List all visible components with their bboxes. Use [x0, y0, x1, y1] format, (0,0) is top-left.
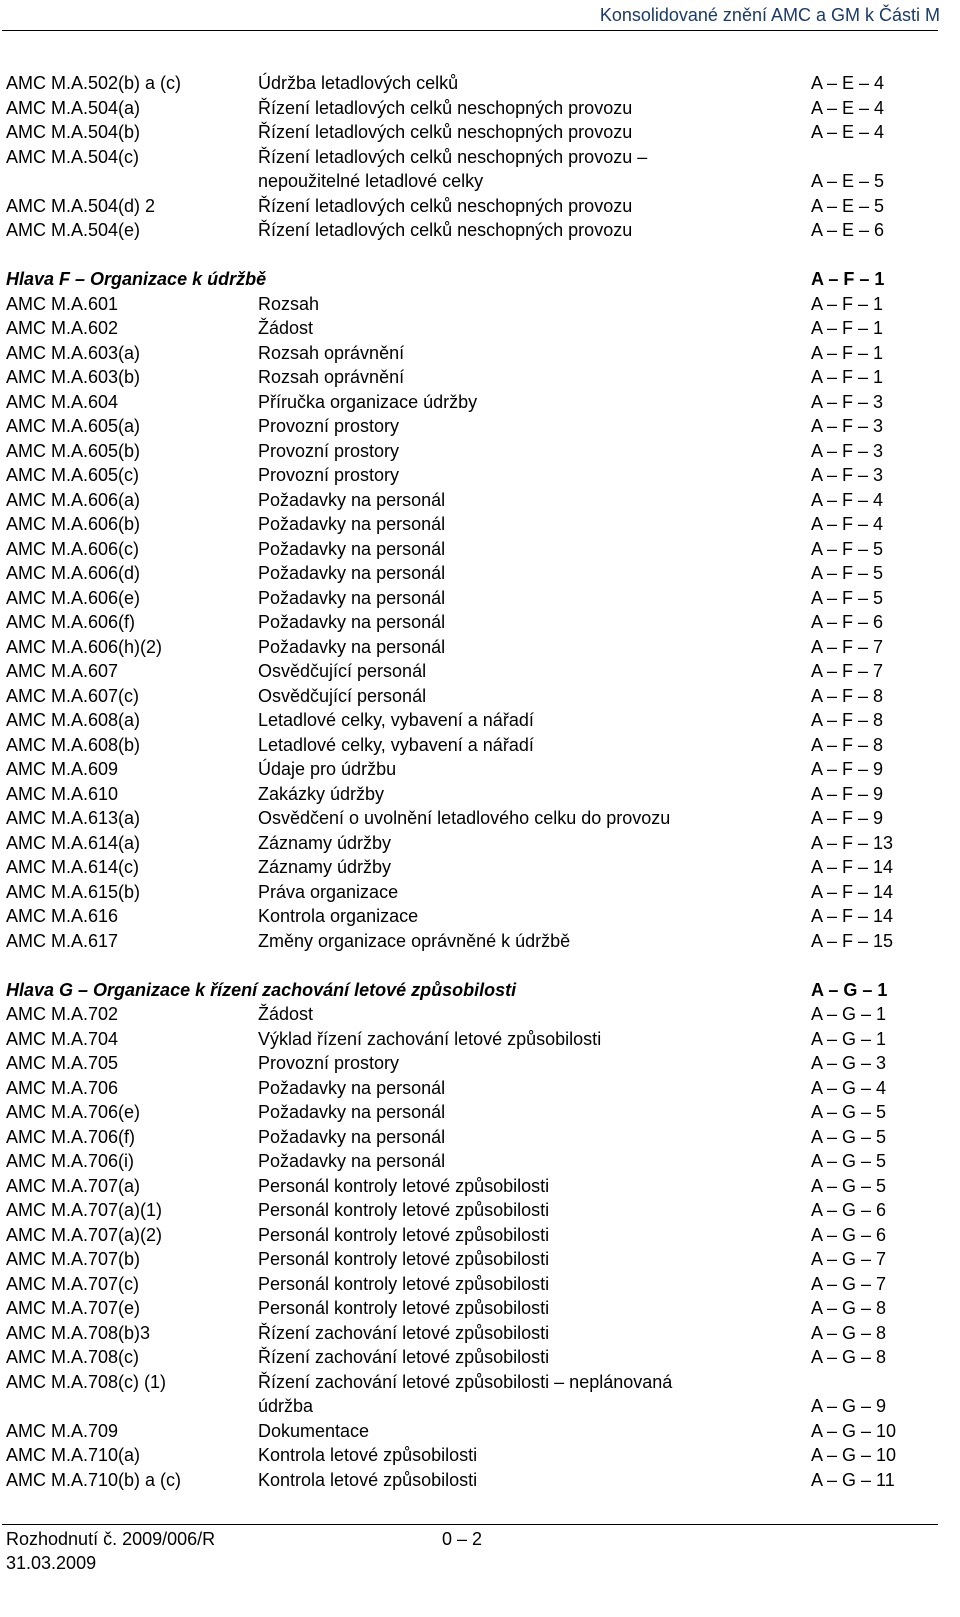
- entry-code: AMC M.A.610: [6, 783, 119, 804]
- entry-page: A – F – 5: [811, 538, 884, 559]
- entry-title: [258, 929, 570, 953]
- toc-entry: [6, 684, 906, 709]
- toc-entry: [6, 414, 906, 439]
- entry-title: [258, 561, 445, 585]
- toc-entry: [6, 463, 906, 488]
- toc-entry: [6, 537, 906, 562]
- section-spacer: [6, 953, 906, 978]
- entry-title-line: Osvědčující personál: [258, 685, 427, 706]
- entry-page: A – G – 6: [811, 1224, 887, 1245]
- entry-title: [258, 439, 399, 463]
- toc-entry: [6, 1149, 906, 1174]
- entry-page: A – F – 4: [811, 514, 884, 534]
- entry-page: A – F – 14: [811, 857, 894, 877]
- entry-page: A – E – 4: [811, 73, 885, 93]
- entry-page: A – F – 1: [811, 293, 884, 314]
- entry-page: A – G – 1: [811, 1004, 887, 1024]
- toc-entry: [6, 635, 906, 660]
- toc-entry: [6, 194, 906, 219]
- section-f-heading: [6, 267, 906, 292]
- entry-title: [258, 586, 445, 610]
- entry-title-line: Provozní prostory: [258, 1053, 400, 1073]
- entry-code: AMC M.A.606(h)(2): [6, 636, 163, 657]
- entry-page: A – F – 5: [811, 587, 884, 608]
- entry-title-line: Personál kontroly letové způsobilosti: [258, 1273, 550, 1294]
- footer-page-number: 0 – 2: [442, 1529, 483, 1549]
- entry-page: A – G – 1: [811, 1028, 887, 1049]
- entry-title-line: Údržba letadlových celků: [258, 73, 459, 93]
- entry-title-line: Žádost: [258, 1004, 314, 1024]
- section-heading-title: Hlava F – Organizace k údržbě: [6, 269, 267, 289]
- entry-title: [258, 1296, 549, 1320]
- entry-title: [258, 782, 384, 806]
- toc-entry: [6, 365, 906, 390]
- entry-code: AMC M.A.707(c): [6, 1273, 140, 1294]
- entry-page: A – F – 14: [811, 906, 894, 926]
- entry-title: [258, 71, 458, 95]
- toc-entry: [6, 292, 906, 317]
- entry-title-line: Řízení zachování letové způsobilosti – neplánovaná: [258, 1371, 673, 1392]
- toc-entry: [6, 757, 906, 782]
- entry-title-line: Personál kontroly letové způsobilosti: [258, 1298, 550, 1318]
- toc-entry: [6, 1321, 906, 1346]
- toc-entry: [6, 1027, 906, 1052]
- entry-code: AMC M.A.707(a): [6, 1175, 141, 1196]
- entry-title-line: Personál kontroly letové způsobilosti: [258, 1200, 550, 1220]
- toc-entry: [6, 1002, 906, 1027]
- section-e-list: [6, 71, 906, 243]
- entry-code: AMC M.A.706(e): [6, 1102, 141, 1122]
- header-rule: [2, 30, 938, 31]
- entry-title: [258, 1370, 672, 1418]
- entry-code: AMC M.A.608(a): [6, 710, 141, 730]
- toc-entry: [6, 1100, 906, 1125]
- entry-title: [258, 1100, 445, 1124]
- entry-title: [258, 512, 445, 536]
- entry-page: A – G – 4: [811, 1077, 887, 1098]
- entry-page: A – G – 11: [811, 1469, 895, 1490]
- entry-code: AMC M.A.604: [6, 391, 119, 412]
- section-heading-page: A – F – 1: [811, 269, 885, 289]
- entry-title: [258, 1027, 601, 1051]
- toc-entry: [6, 1198, 906, 1223]
- entry-title: [258, 1076, 445, 1100]
- entry-page: A – F – 8: [811, 685, 884, 706]
- toc-entry: [6, 1125, 906, 1150]
- entry-title-line: Dokumentace: [258, 1420, 370, 1441]
- entry-code: AMC M.A.613(a): [6, 808, 141, 828]
- entry-code: AMC M.A.504(e): [6, 220, 141, 240]
- toc-entry: [6, 1076, 906, 1101]
- entry-title: [258, 1247, 549, 1271]
- entry-page: A – F – 9: [811, 783, 884, 804]
- entry-code: AMC M.A.709: [6, 1420, 119, 1441]
- entry-code: AMC M.A.605(a): [6, 416, 141, 436]
- entry-page: A – F – 9: [811, 808, 884, 828]
- toc-entry: [6, 1345, 906, 1370]
- entry-code: AMC M.A.708(b)3: [6, 1322, 151, 1343]
- entry-page: A – E – 6: [811, 220, 885, 240]
- toc-entry: [6, 488, 906, 513]
- entry-title-line: Požadavky na personál: [258, 1151, 446, 1171]
- entry-title: [258, 120, 632, 144]
- entry-page: A – F – 13: [811, 832, 894, 853]
- entry-title-line: Kontrola organizace: [258, 906, 419, 926]
- entry-page: A – G – 5: [811, 1151, 887, 1171]
- entry-code: AMC M.A.706(i): [6, 1151, 135, 1171]
- section-spacer: [6, 243, 906, 268]
- entry-page: A – G – 8: [811, 1347, 887, 1367]
- entry-title-line: Rozsah: [258, 293, 320, 314]
- entry-code: AMC M.A.609: [6, 759, 119, 779]
- entry-title-line: Personál kontroly letové způsobilosti: [258, 1249, 550, 1269]
- entry-code: AMC M.A.704: [6, 1028, 119, 1049]
- entry-page: A – F – 3: [811, 440, 884, 461]
- entry-page: A – F – 7: [811, 636, 884, 657]
- entry-title-line: Příručka organizace údržby: [258, 391, 478, 412]
- entry-code: AMC M.A.607: [6, 661, 119, 681]
- toc-entry: [6, 1370, 906, 1419]
- entry-code: AMC M.A.706(f): [6, 1126, 136, 1147]
- entry-title-line: Řízení letadlových celků neschopných provozu: [258, 122, 633, 142]
- entry-code: AMC M.A.702: [6, 1004, 119, 1024]
- entry-title-line: Požadavky na personál: [258, 636, 446, 657]
- entry-title: [258, 635, 445, 659]
- entry-title: [258, 1272, 549, 1296]
- entry-page: A – F – 1: [811, 342, 884, 363]
- section-f-list: [6, 267, 906, 953]
- entry-page: A – G – 10: [811, 1420, 897, 1441]
- entry-page: A – F – 3: [811, 391, 884, 412]
- entry-code: AMC M.A.705: [6, 1053, 119, 1073]
- entry-page: A – E – 4: [811, 97, 885, 118]
- entry-title: [258, 218, 632, 242]
- entry-code: AMC M.A.606(a): [6, 489, 141, 510]
- entry-title-line: Požadavky na personál: [258, 489, 446, 510]
- entry-title: [258, 341, 404, 365]
- entry-page: A – G – 10: [811, 1445, 897, 1465]
- entry-page: A – G – 6: [811, 1200, 887, 1220]
- toc-entry: [6, 1272, 906, 1297]
- entry-page: A – F – 1: [811, 318, 884, 338]
- entry-title-line: Požadavky na personál: [258, 563, 446, 583]
- entry-page: A – F – 8: [811, 734, 884, 755]
- footer-date: 31.03.2009: [6, 1553, 97, 1573]
- toc-entry: [6, 929, 906, 954]
- entry-title-line: Provozní prostory: [258, 465, 400, 485]
- entry-title: [258, 1002, 313, 1026]
- entry-title: [258, 610, 445, 634]
- entry-title-line-2: nepoužitelné letadlové celky: [258, 170, 484, 191]
- entry-page: A – F – 3: [811, 465, 884, 485]
- entry-page: A – G – 8: [811, 1322, 887, 1343]
- entry-title-line: Rozsah oprávnění: [258, 367, 405, 387]
- entry-title-line: Práva organizace: [258, 881, 399, 902]
- entry-title-line: Provozní prostory: [258, 440, 400, 461]
- footer-left: [6, 1527, 215, 1575]
- entry-code: AMC M.A.617: [6, 930, 119, 951]
- toc-entry: [6, 708, 906, 733]
- entry-title-line: Řízení letadlových celků neschopných provozu: [258, 195, 633, 216]
- entry-code: AMC M.A.708(c): [6, 1347, 140, 1367]
- entry-page: A – F – 4: [811, 489, 884, 510]
- entry-title: [258, 1419, 369, 1443]
- entry-title: [258, 757, 396, 781]
- entry-title: [258, 316, 313, 340]
- entry-title-line-2: údržba: [258, 1395, 314, 1416]
- toc-entry: [6, 316, 906, 341]
- toc-entry: [6, 561, 906, 586]
- entry-title: [258, 145, 647, 193]
- entry-title-line: Kontrola letové způsobilosti: [258, 1469, 478, 1490]
- entry-code: AMC M.A.502(b) a (c): [6, 73, 182, 93]
- entry-title: [258, 659, 426, 683]
- entry-title-line: Změny organizace oprávněné k údržbě: [258, 930, 571, 951]
- entry-title-line: Řízení letadlových celků neschopných provozu: [258, 220, 633, 240]
- toc-entry: [6, 1174, 906, 1199]
- toc-entry: [6, 1443, 906, 1468]
- entry-title: [258, 1198, 549, 1222]
- toc-entry: [6, 1051, 906, 1076]
- entry-title-line: Letadlové celky, vybavení a nářadí: [258, 734, 534, 755]
- entry-title-line: Osvědčení o uvolnění letadlového celku do provozu: [258, 808, 671, 828]
- section-g-heading: [6, 978, 906, 1003]
- entry-code: AMC M.A.707(a)(2): [6, 1224, 163, 1245]
- toc-entry: [6, 733, 906, 758]
- entry-title: [258, 463, 399, 487]
- toc-entry: [6, 855, 906, 880]
- toc-entry: [6, 586, 906, 611]
- toc-entry: [6, 439, 906, 464]
- toc-entry: [6, 880, 906, 905]
- entry-page: A – G – 8: [811, 1298, 887, 1318]
- toc-entry: [6, 904, 906, 929]
- entry-title-line: Osvědčující personál: [258, 661, 427, 681]
- entry-title: [258, 1174, 549, 1198]
- entry-title: [258, 1051, 399, 1075]
- entry-page: A – G – 5: [811, 1175, 887, 1196]
- section-heading-title: Hlava G – Organizace k řízení zachování letové způsobilosti: [6, 979, 517, 1000]
- entry-title: [258, 684, 426, 708]
- entry-code: AMC M.A.607(c): [6, 685, 140, 706]
- entry-title: [258, 855, 391, 879]
- toc-entry: [6, 1468, 906, 1493]
- entry-page: A – F – 15: [811, 930, 894, 951]
- entry-code: AMC M.A.602: [6, 318, 119, 338]
- entry-code: AMC M.A.606(f): [6, 612, 136, 632]
- toc-entry: [6, 610, 906, 635]
- entry-title-line: Požadavky na personál: [258, 514, 446, 534]
- entry-page: A – E – 4: [811, 122, 885, 142]
- toc-entry: [6, 831, 906, 856]
- footer-decision: Rozhodnutí č. 2009/006/R: [6, 1529, 216, 1549]
- entry-code: AMC M.A.706: [6, 1077, 119, 1098]
- entry-code: AMC M.A.710(b) a (c): [6, 1469, 182, 1490]
- entry-title: [258, 292, 319, 316]
- entry-page: A – F – 1: [811, 367, 884, 387]
- toc-entry: [6, 71, 906, 96]
- section-g-list: [6, 978, 906, 1493]
- entry-code: AMC M.A.603(a): [6, 342, 141, 363]
- toc-entry: [6, 1223, 906, 1248]
- entry-page: A – G – 3: [811, 1053, 887, 1073]
- entry-title: [258, 390, 477, 414]
- entry-title-line: Řízení zachování letové způsobilosti: [258, 1322, 550, 1343]
- entry-title-line: Požadavky na personál: [258, 1102, 446, 1122]
- entry-page: A – F – 9: [811, 759, 884, 779]
- section-heading-page: A – G – 1: [811, 979, 888, 1000]
- entry-title: [258, 831, 391, 855]
- entry-code: AMC M.A.707(a)(1): [6, 1200, 163, 1220]
- entry-code: AMC M.A.615(b): [6, 881, 141, 902]
- entry-title: [258, 194, 632, 218]
- entry-title-line: Požadavky na personál: [258, 587, 446, 608]
- entry-code: AMC M.A.606(e): [6, 587, 141, 608]
- entry-title-line: Požadavky na personál: [258, 1126, 446, 1147]
- entry-code: AMC M.A.504(b): [6, 122, 141, 142]
- toc-entry: [6, 120, 906, 145]
- entry-code: AMC M.A.707(b): [6, 1249, 141, 1269]
- entry-title-line: Personál kontroly letové způsobilosti: [258, 1175, 550, 1196]
- entry-code: AMC M.A.504(a): [6, 97, 141, 118]
- entry-code: AMC M.A.504(c): [6, 146, 140, 167]
- entry-title: [258, 904, 418, 928]
- entry-title: [258, 1345, 549, 1369]
- entry-code: AMC M.A.605(b): [6, 440, 141, 461]
- entry-title-line: Řízení zachování letové způsobilosti: [258, 1347, 550, 1367]
- entry-code: AMC M.A.605(c): [6, 465, 140, 485]
- entry-title-line: Rozsah oprávnění: [258, 342, 405, 363]
- entry-page: A – G – 7: [811, 1273, 887, 1294]
- entry-title-line: Provozní prostory: [258, 416, 400, 436]
- entry-page: A – F – 8: [811, 710, 884, 730]
- entry-page: A – F – 3: [811, 416, 884, 436]
- entry-title-line: Řízení letadlových celků neschopných provozu: [258, 97, 633, 118]
- entry-title-line: Požadavky na personál: [258, 538, 446, 559]
- entry-code: AMC M.A.614(a): [6, 832, 141, 853]
- toc-entry: [6, 218, 906, 243]
- entry-code: AMC M.A.504(d) 2: [6, 195, 156, 216]
- entry-title: [258, 414, 399, 438]
- entry-page: A – F – 6: [811, 612, 884, 632]
- entry-title-line: Žádost: [258, 318, 314, 338]
- entry-title-line: Požadavky na personál: [258, 612, 446, 632]
- footer-rule: [2, 1524, 938, 1525]
- toc-entry: [6, 341, 906, 366]
- entry-title: [258, 1443, 477, 1467]
- entry-title: [258, 733, 534, 757]
- entry-title: [258, 880, 398, 904]
- toc-entry: [6, 1247, 906, 1272]
- entry-title: [258, 806, 670, 830]
- entry-title: [258, 365, 404, 389]
- entry-page: A – G – 7: [811, 1249, 887, 1269]
- toc-entry: [6, 782, 906, 807]
- toc-entry: [6, 145, 906, 194]
- entry-code: AMC M.A.614(c): [6, 857, 140, 877]
- entry-code: AMC M.A.601: [6, 293, 119, 314]
- entry-code: AMC M.A.708(c) (1): [6, 1371, 167, 1392]
- entry-title-line: Záznamy údržby: [258, 857, 392, 877]
- entry-title-line: Údaje pro údržbu: [258, 759, 397, 779]
- entry-title: [258, 1125, 445, 1149]
- entry-code: AMC M.A.710(a): [6, 1445, 141, 1465]
- entry-page: A – E – 5: [811, 195, 885, 216]
- toc-entry: [6, 659, 906, 684]
- entry-title-line: Zakázky údržby: [258, 783, 385, 804]
- document-header-title: Konsolidované znění AMC a GM k Části M: [599, 5, 940, 25]
- entry-page: A – G – 5: [811, 1126, 887, 1147]
- entry-code: AMC M.A.616: [6, 906, 119, 926]
- entry-title-line: Záznamy údržby: [258, 832, 392, 853]
- toc-entry: [6, 1296, 906, 1321]
- entry-page: A – G – 9: [811, 1396, 887, 1416]
- entry-code: AMC M.A.606(d): [6, 563, 141, 583]
- entry-code: AMC M.A.603(b): [6, 367, 141, 387]
- entry-title: [258, 708, 534, 732]
- entry-title: [258, 1149, 445, 1173]
- entry-page: A – F – 7: [811, 661, 884, 681]
- entry-page: A – F – 14: [811, 881, 894, 902]
- entry-code: AMC M.A.707(e): [6, 1298, 141, 1318]
- toc-entry: [6, 512, 906, 537]
- entry-title: [258, 488, 445, 512]
- entry-title-line: Řízení letadlových celků neschopných provozu –: [258, 146, 648, 167]
- entry-title: [258, 537, 445, 561]
- entry-title-line: Požadavky na personál: [258, 1077, 446, 1098]
- entry-title: [258, 1321, 549, 1345]
- toc-entry: [6, 390, 906, 415]
- toc-entry: [6, 96, 906, 121]
- toc-entry: [6, 1419, 906, 1444]
- entry-title-line: Letadlové celky, vybavení a nářadí: [258, 710, 534, 730]
- entry-code: AMC M.A.606(c): [6, 538, 140, 559]
- table-of-contents: [6, 71, 906, 1492]
- entry-title-line: Personál kontroly letové způsobilosti: [258, 1224, 550, 1245]
- entry-page: A – E – 5: [811, 171, 885, 191]
- entry-title: [258, 1223, 549, 1247]
- entry-code: AMC M.A.608(b): [6, 734, 141, 755]
- entry-title-line: Kontrola letové způsobilosti: [258, 1445, 478, 1465]
- entry-title: [258, 1468, 477, 1492]
- entry-code: AMC M.A.606(b): [6, 514, 141, 534]
- toc-entry: [6, 806, 906, 831]
- entry-title-line: Výklad řízení zachování letové způsobilosti: [258, 1028, 602, 1049]
- entry-title: [258, 96, 632, 120]
- entry-page: A – G – 5: [811, 1102, 887, 1122]
- entry-page: A – F – 5: [811, 563, 884, 583]
